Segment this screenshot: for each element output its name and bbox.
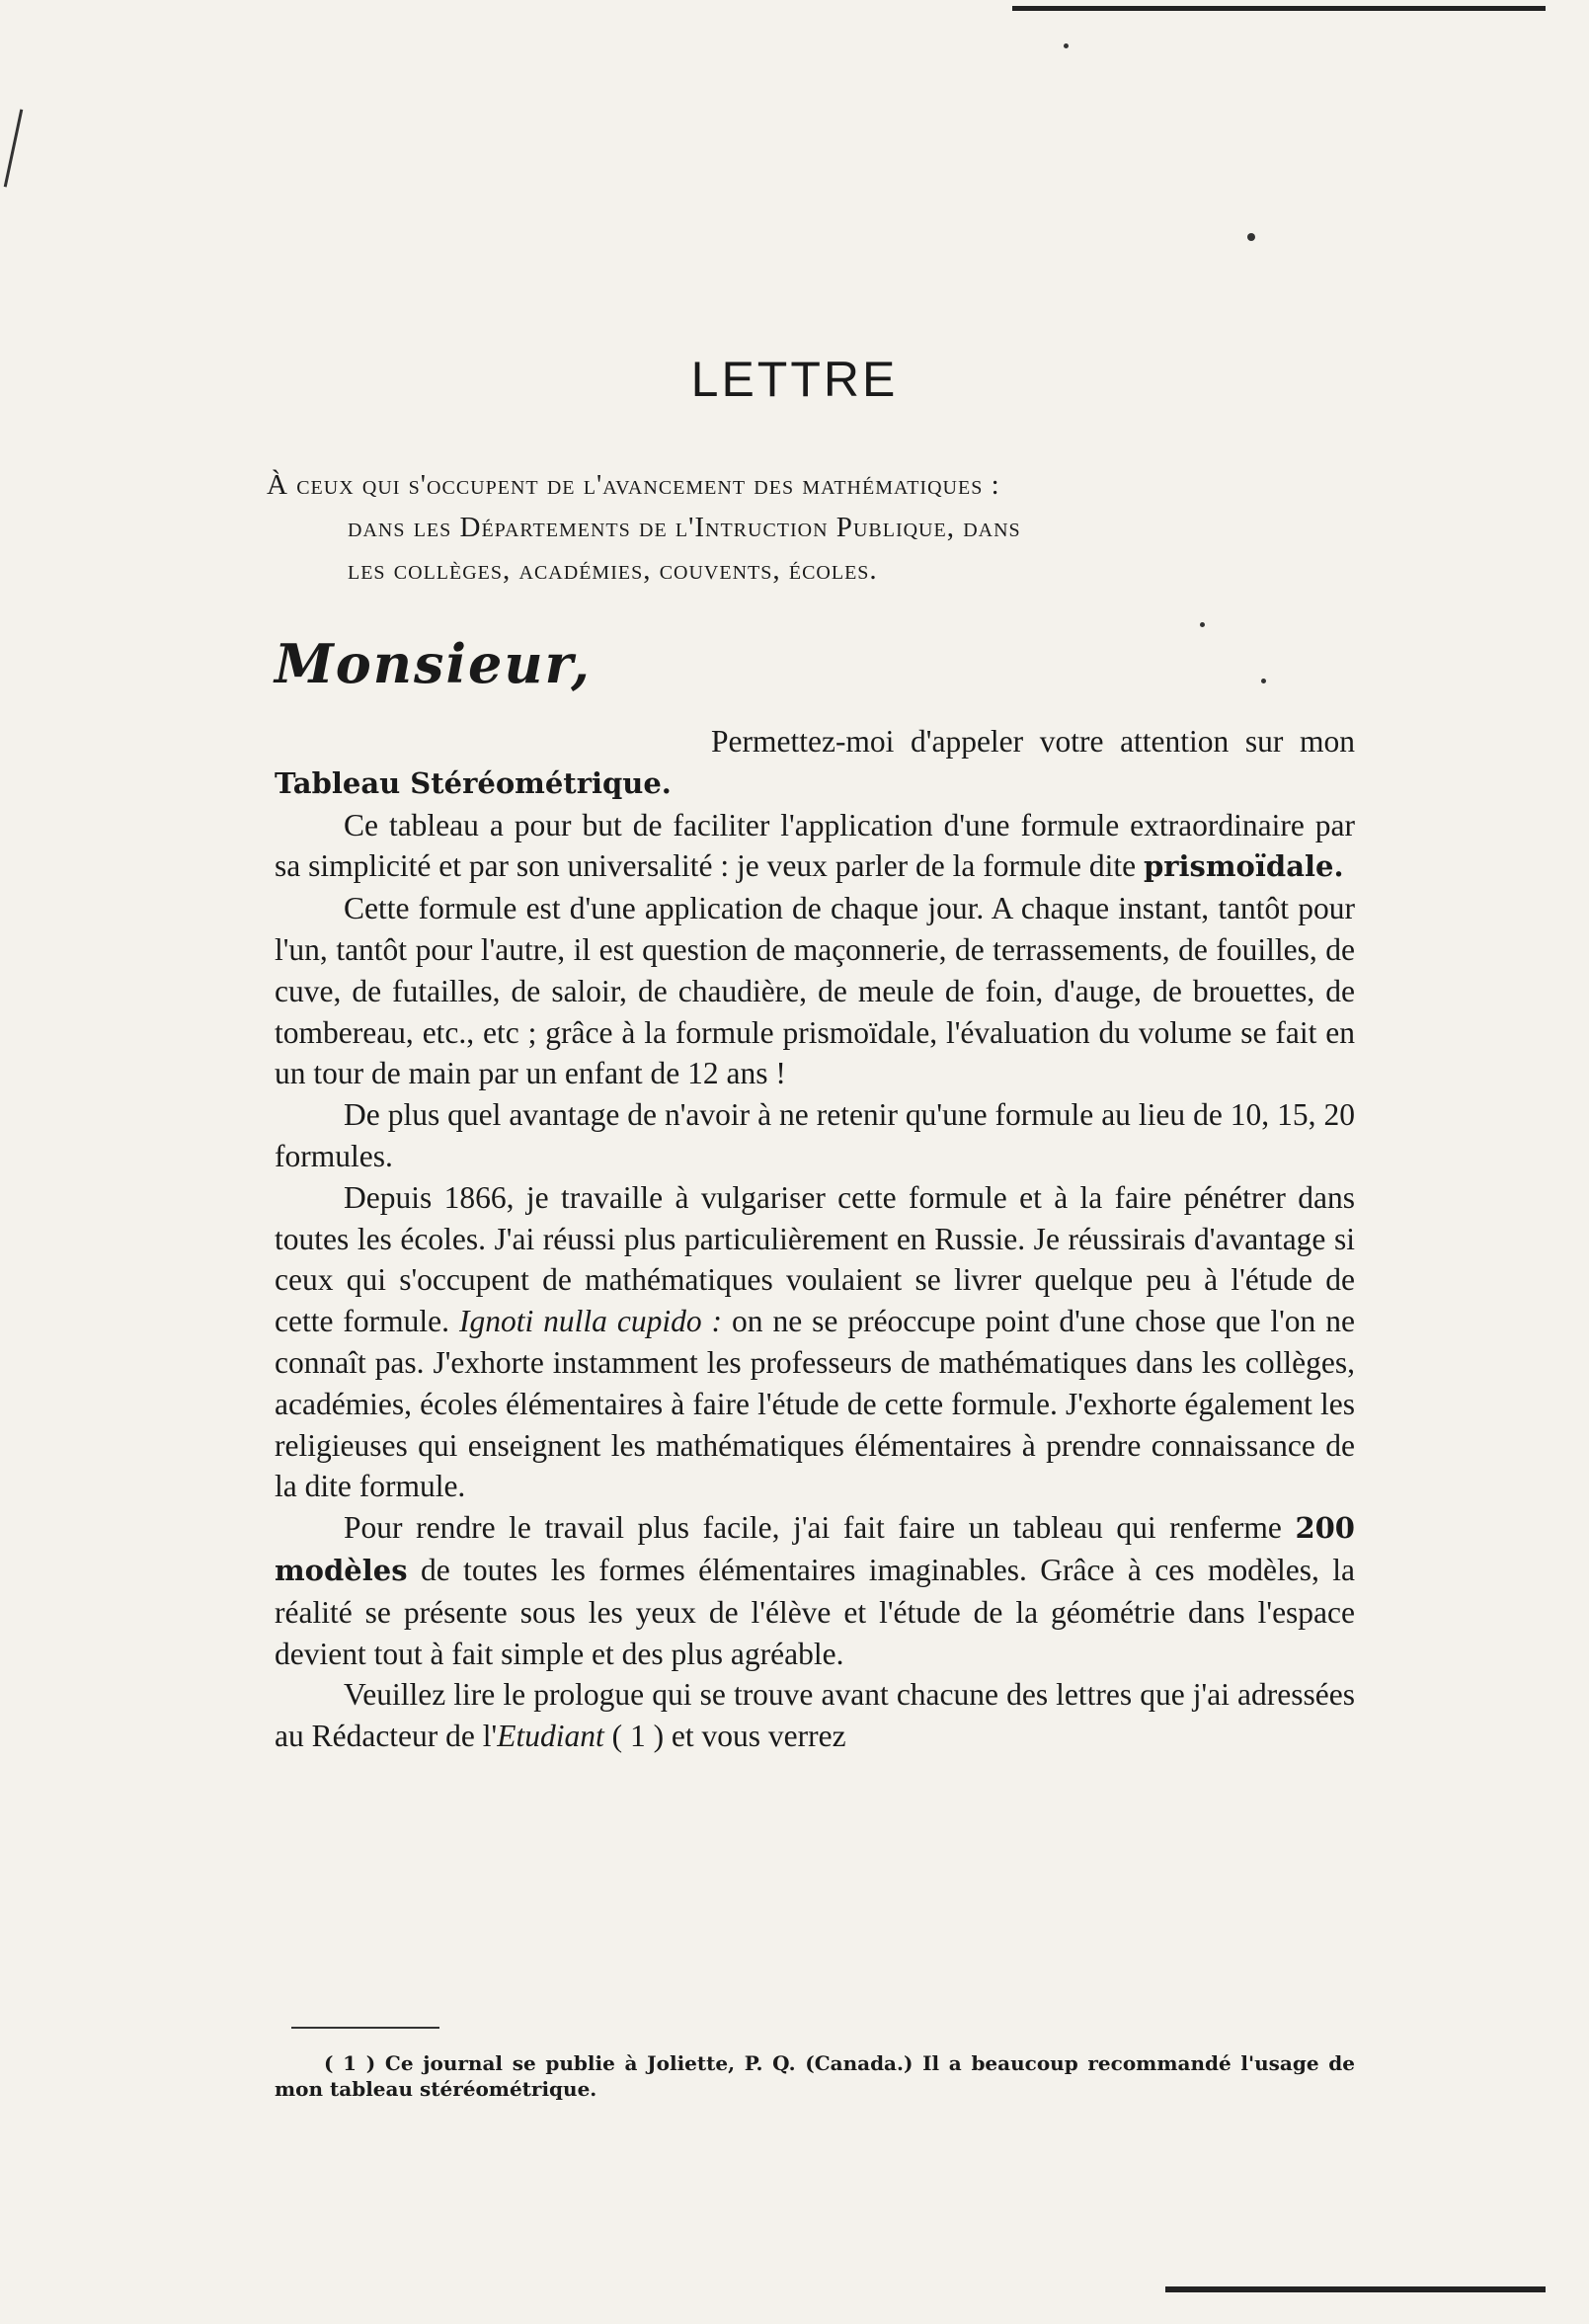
footnote: ( 1 ) Ce journal se publie à Joliette, P. Q. (Canada.) Il a beaucoup recommandé l'usage de mon tableau stéréométrique. — [275, 2051, 1355, 2101]
paragraph-text: Depuis 1866, je travaille à vulgariser cette formule et à la faire pénétrer dans toutes les écoles. J'ai réussi plus particulièrement en Russie. Je réussirais d'avantage si ceux qui s'occupent de mathématiques voulaient se livrer quelque peu à l'étude de cette formule. — [275, 1179, 1355, 1339]
paragraph-text: Veuillez lire le prologue qui se trouve avant chacune des lettres que j'ai adressées au Rédacteur de l' — [275, 1677, 1355, 1754]
paragraph — [275, 1674, 1355, 1757]
paragraph-text: Pour rendre le travail plus facile, j'ai fait faire un tableau qui renferme — [344, 1510, 1296, 1546]
paragraph — [275, 1094, 1355, 1177]
latin-phrase: Ignoti nulla cupido : — [458, 1304, 723, 1339]
journal-name: Etudiant — [497, 1719, 604, 1754]
address-line-3: les collèges, académies, couvents, écoles. — [348, 554, 878, 586]
paragraph-text: de toutes les formes élémentaires imaginables. Grâce à ces modèles, la réalité se présente sous les yeux de l'élève et l'étude de la géométrie dans l'espace devient tout à fait simple et des plus agréable. — [275, 1552, 1355, 1671]
top-border-rule — [1012, 6, 1546, 11]
paragraph-text: Cette formule est d'une application de chaque jour. A chaque instant, tantôt pour l'un, tantôt pour l'autre, il est question de maçonnerie, de terrassements, de fouilles, de cuve, de futailles, de saloir, de chaudière, de meule de foin, d'auge, de brouettes, de tombereau, etc., etc ; grâce à la formule prismoïdale, l'évaluation du volume se fait en un tour de main par un enfant de 12 ans ! — [275, 891, 1355, 1091]
footnote-separator — [291, 2027, 439, 2029]
margin-stroke — [4, 110, 24, 188]
bottom-border-rule — [1165, 2286, 1546, 2292]
paragraph — [275, 805, 1355, 889]
letter-body — [275, 721, 1355, 1757]
paragraph — [275, 1507, 1355, 1674]
ink-speck — [1064, 43, 1069, 48]
letter-title: LETTRE — [690, 352, 899, 407]
ink-speck — [1247, 233, 1255, 241]
salutation: Monsieur, — [275, 632, 592, 695]
paragraph-text: ( 1 ) et vous verrez — [603, 1719, 846, 1754]
ink-speck — [1261, 679, 1266, 683]
bold-term: prismoïdale. — [1143, 849, 1344, 884]
paragraph — [275, 888, 1355, 1094]
letter-address — [267, 464, 1383, 592]
paragraph-text: Permettez-moi d'appeler votre attention sur mon — [711, 724, 1355, 759]
bold-term: 200 modèles — [275, 1511, 1355, 1587]
bold-term: Tableau Stéréométrique. — [275, 765, 672, 800]
paragraph — [275, 721, 1355, 805]
paragraph-text: Ce tableau a pour but de faciliter l'application d'une formule extraordinaire par sa simplicité et par son universalité : je veux parler de la formule dite — [275, 807, 1355, 884]
paragraph-text: on ne se préoccupe point d'une chose que l'on ne connaît pas. J'exhorte instamment les professeurs de mathématiques dans les collèges, académies, écoles élémentaires à faire l'étude de cette formule. J'exhorte également les religieuses qui enseignent les mathématiques élémentaires à prendre connaissance de la dite formule. — [275, 1304, 1355, 1504]
paragraph — [275, 1177, 1355, 1507]
paragraph-text: De plus quel avantage de n'avoir à ne retenir qu'une formule au lieu de 10, 15, 20 formules. — [275, 1097, 1355, 1173]
address-line-2: dans les Départements de l'Intruction Publique, dans — [348, 512, 1021, 543]
address-line-1: À ceux qui s'occupent de l'avancement des mathématiques : — [267, 469, 1000, 501]
ink-speck — [1200, 622, 1205, 627]
